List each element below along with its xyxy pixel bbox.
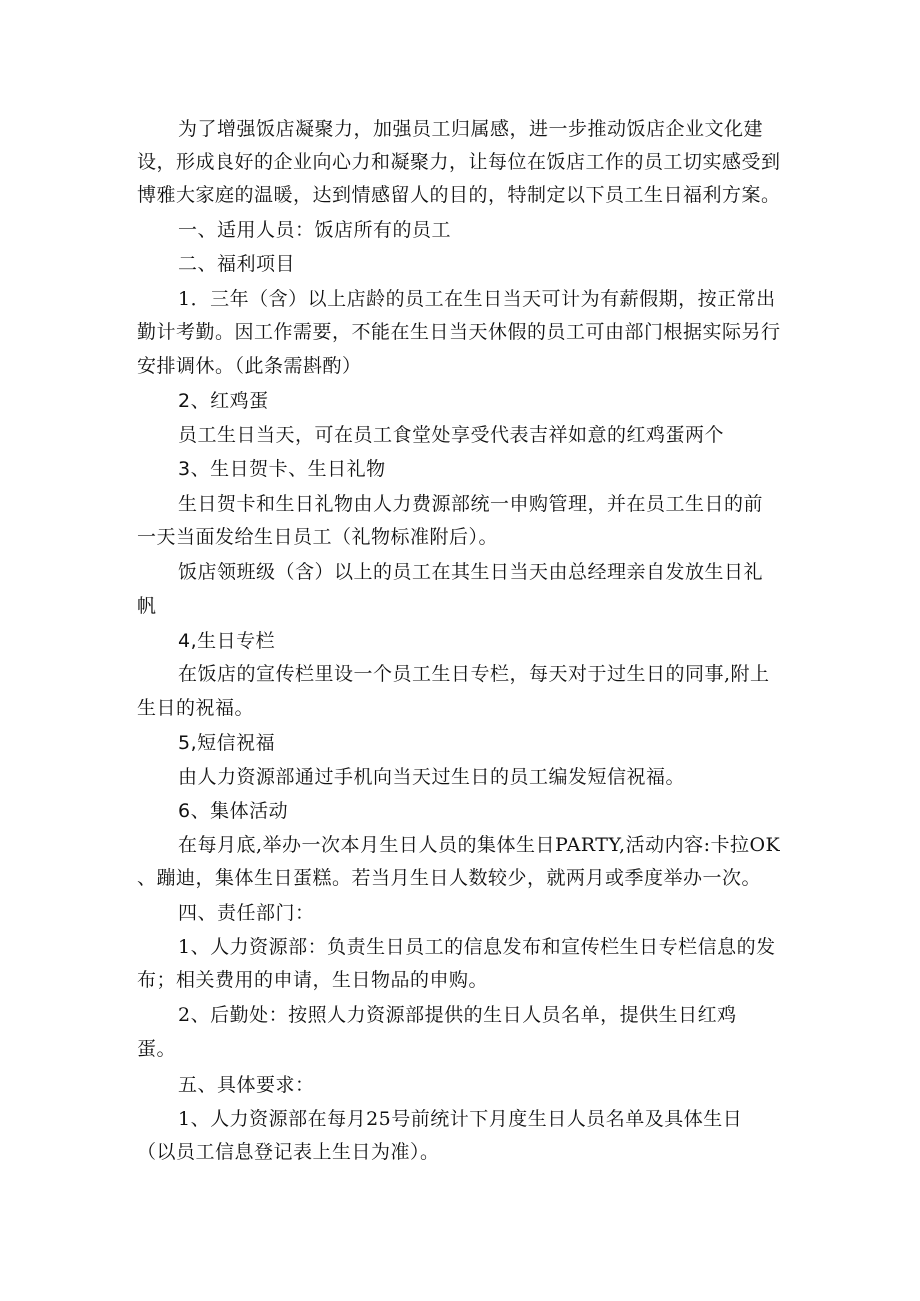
dept1-line-1: 1、人力资源部：负责生日员工的信息发布和宣传栏生日专栏信息的发 — [178, 936, 776, 958]
item3-body-line-1: 生日贺卡和生日礼物由人力费源部统一申购管理，并在员工生日的前 — [178, 493, 764, 515]
section-responsible-dept: 四、责任部门： — [178, 902, 315, 924]
item2-title: 2、红鸡蛋 — [178, 390, 269, 412]
dept2-line-1: 2、后勤处：按照人力资源部提供的生日人员名单，提供生日红鸡 — [178, 1004, 737, 1026]
intro-line-2: 设，形成良好的企业向心力和凝聚力，让每位在饭店工作的员工切实感受到 — [137, 151, 781, 173]
item3-extra-line-2: 帆 — [137, 595, 157, 617]
intro-line-3: 博雅大家庭的温暖，达到情感留人的目的，特制定以下员工生日福利方案。 — [137, 184, 781, 206]
item4-title: 4,生日专栏 — [178, 630, 276, 652]
section-specific-requirements: 五、具体要求： — [178, 1074, 315, 1096]
dept2-line-2: 蛋。 — [137, 1038, 177, 1060]
req1-line-1: 1、人力资源部在每月25号前统计下月度生日人员名单及具体生日 — [178, 1108, 743, 1130]
item4-body-line-2: 生日的祝福。 — [137, 697, 255, 719]
item1-line-1: 1．三年（含）以上店龄的员工在生日当天可计为有薪假期，按正常出 — [178, 288, 776, 310]
item1-line-2: 勤计考勤。因工作需要，不能在生日当天休假的员工可由部门根据实际另行 — [137, 321, 781, 343]
item5-title: 5,短信祝福 — [178, 732, 276, 754]
dept1-line-2: 布；相关费用的申请，生日物品的申购。 — [137, 969, 489, 991]
item2-body: 员工生日当天，可在员工食堂处享受代表吉祥如意的红鸡蛋两个 — [178, 424, 725, 446]
req1-line-2: （以员工信息登记表上生日为准）。 — [137, 1141, 440, 1163]
item6-title: 6、集体活动 — [178, 800, 289, 822]
section-applicable-staff: 一、适用人员：饭店所有的员工 — [178, 219, 452, 241]
item3-body-line-2: 一天当面发给生日员工（礼物标准附后）。 — [137, 526, 499, 548]
item6-body-line-1: 在每月底,举办一次本月生日人员的集体生日PARTY,活动内容:卡拉OK — [178, 834, 781, 856]
item3-extra-line-1: 饭店领班级（含）以上的员工在其生日当天由总经理亲自发放生日礼 — [178, 561, 764, 583]
section-benefit-items: 二、福利项目 — [178, 253, 296, 275]
item3-title: 3、生日贺卡、生日礼物 — [178, 458, 386, 480]
item6-body-line-2: 、蹦迪，集体生日蛋糕。若当月生日人数较少，就两月或季度举办一次。 — [137, 867, 762, 889]
item1-line-3: 安排调休。（此条需斟酌） — [137, 355, 362, 377]
item5-body: 由人力资源部通过手机向当天过生日的员工编发短信祝福。 — [178, 766, 686, 788]
item4-body-line-1: 在饭店的宣传栏里设一个员工生日专栏，每天对于过生日的同事,附上 — [178, 663, 770, 685]
intro-line-1: 为了增强饭店凝聚力，加强员工归属感，进一步推动饭店企业文化建 — [178, 118, 764, 140]
